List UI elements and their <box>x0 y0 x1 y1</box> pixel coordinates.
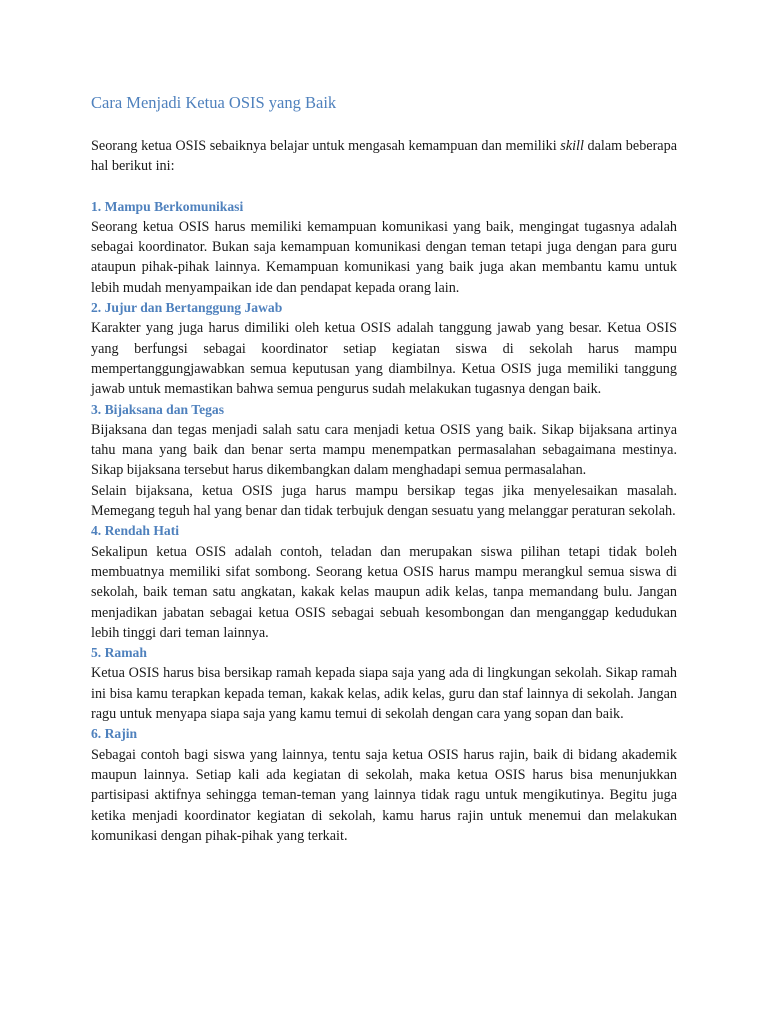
intro-text-start: Seorang ketua OSIS sebaiknya belajar untuk mengasah kemampuan dan memiliki <box>91 138 561 154</box>
section-number: 6. <box>91 726 102 742</box>
section-paragraph: Sekalipun ketua OSIS adalah contoh, teladan dan merupakan siswa pilihan tetapi tidak boleh membuatnya memiliki sifat sombong. Seorang ketua OSIS harus mampu merangkul semua siswa di sekolah, baik teman satu angkatan, kakak kelas maupun adik kelas, tanpa memandang bulu. Jangan menjadikan jabatan sebagai ketua OSIS sebagai sebuah kesombongan dan menganggap kedudukan lebih tinggi dari teman lainnya. <box>91 543 677 641</box>
section-heading <box>91 298 677 318</box>
section-title: Bijaksana dan Tegas <box>104 401 224 417</box>
intro-paragraph <box>91 136 677 177</box>
section-6 <box>91 724 677 846</box>
section-3 <box>91 400 677 522</box>
section-2 <box>91 298 677 399</box>
section-5 <box>91 643 677 724</box>
section-heading <box>91 643 677 663</box>
section-heading <box>91 521 677 541</box>
section-heading <box>91 400 677 420</box>
section-paragraph: Karakter yang juga harus dimiliki oleh ketua OSIS adalah tanggung jawab yang besar. Ketua OSIS yang berfungsi sebagai koordinator setiap kegiatan siswa di sekolah harus mampu mempertanggungjawabkan semua keputusan yang diambilnya. Ketua OSIS juga memiliki tanggung jawab untuk memastikan bahwa semua pengurus sudah melakukan tugasnya dengan baik. <box>91 320 677 398</box>
section-paragraph: Seorang ketua OSIS harus memiliki kemampuan komunikasi yang baik, mengingat tugasnya adalah sebagai koordinator. Bukan saja kemampuan komunikasi dengan teman tetapi juga dengan para guru ataupun pihak-pihak lainnya. Kemampuan komunikasi yang baik juga akan membantu kamu untuk lebih mudah menyampaikan ide dan pendapat kepada orang lain. <box>91 218 677 296</box>
section-heading <box>91 724 677 744</box>
section-number: 2. <box>91 300 102 316</box>
section-title: Jujur dan Bertanggung Jawab <box>104 300 283 316</box>
section-number: 1. <box>91 198 102 214</box>
section-number: 4. <box>91 523 102 539</box>
section-1 <box>91 197 677 298</box>
section-heading <box>91 197 677 217</box>
section-title: Rendah Hati <box>104 523 180 539</box>
section-paragraph: Ketua OSIS harus bisa bersikap ramah kepada siapa saja yang ada di lingkungan sekolah. Sikap ramah ini bisa kamu terapkan kepada teman, kakak kelas, adik kelas, guru dan staf lainnya di sekolah. Jangan ragu untuk menyapa siapa saja yang kamu temui di sekolah dengan cara yang sopan dan baik. <box>91 665 677 723</box>
section-number: 5. <box>91 645 102 661</box>
section-title: Ramah <box>104 645 147 661</box>
section-title: Rajin <box>104 726 138 742</box>
section-4 <box>91 521 677 643</box>
document-title: Cara Menjadi Ketua OSIS yang Baik <box>91 93 337 112</box>
intro-text-end: dalam beberapa hal berikut ini: <box>91 138 677 175</box>
section-title: Mampu Berkomunikasi <box>104 198 244 214</box>
section-number: 3. <box>91 401 102 417</box>
document-page <box>91 92 677 846</box>
section-paragraph: Selain bijaksana, ketua OSIS juga harus mampu bersikap tegas jika menyelesaikan masalah. Memegang teguh hal yang benar dan tidak terbujuk dengan sesuatu yang melanggar peraturan sekolah. <box>91 482 677 520</box>
section-paragraph: Sebagai contoh bagi siswa yang lainnya, tentu saja ketua OSIS harus rajin, baik di bidang akademik maupun lainnya. Setiap kali ada kegiatan di sekolah, maka ketua OSIS harus bisa menunjukkan partisipasi aktifnya sehingga teman-teman yang lainnya tidak ragu untuk mengikutinya. Begitu juga ketika menjadi koordinator kegiatan di sekolah, kamu harus rajin untuk menemui dan melakukan komunikasi dengan pihak-pihak yang terkait. <box>91 746 677 844</box>
intro-emphasis: skill <box>560 138 584 154</box>
section-paragraph: Bijaksana dan tegas menjadi salah satu cara menjadi ketua OSIS yang baik. Sikap bijaksana artinya tahu mana yang baik dan benar serta mampu menempatkan permasalahan sebagaimana mestinya. Sikap bijaksana tersebut harus dikembangkan dalam menghadapi semua permasalahan. <box>91 421 677 479</box>
